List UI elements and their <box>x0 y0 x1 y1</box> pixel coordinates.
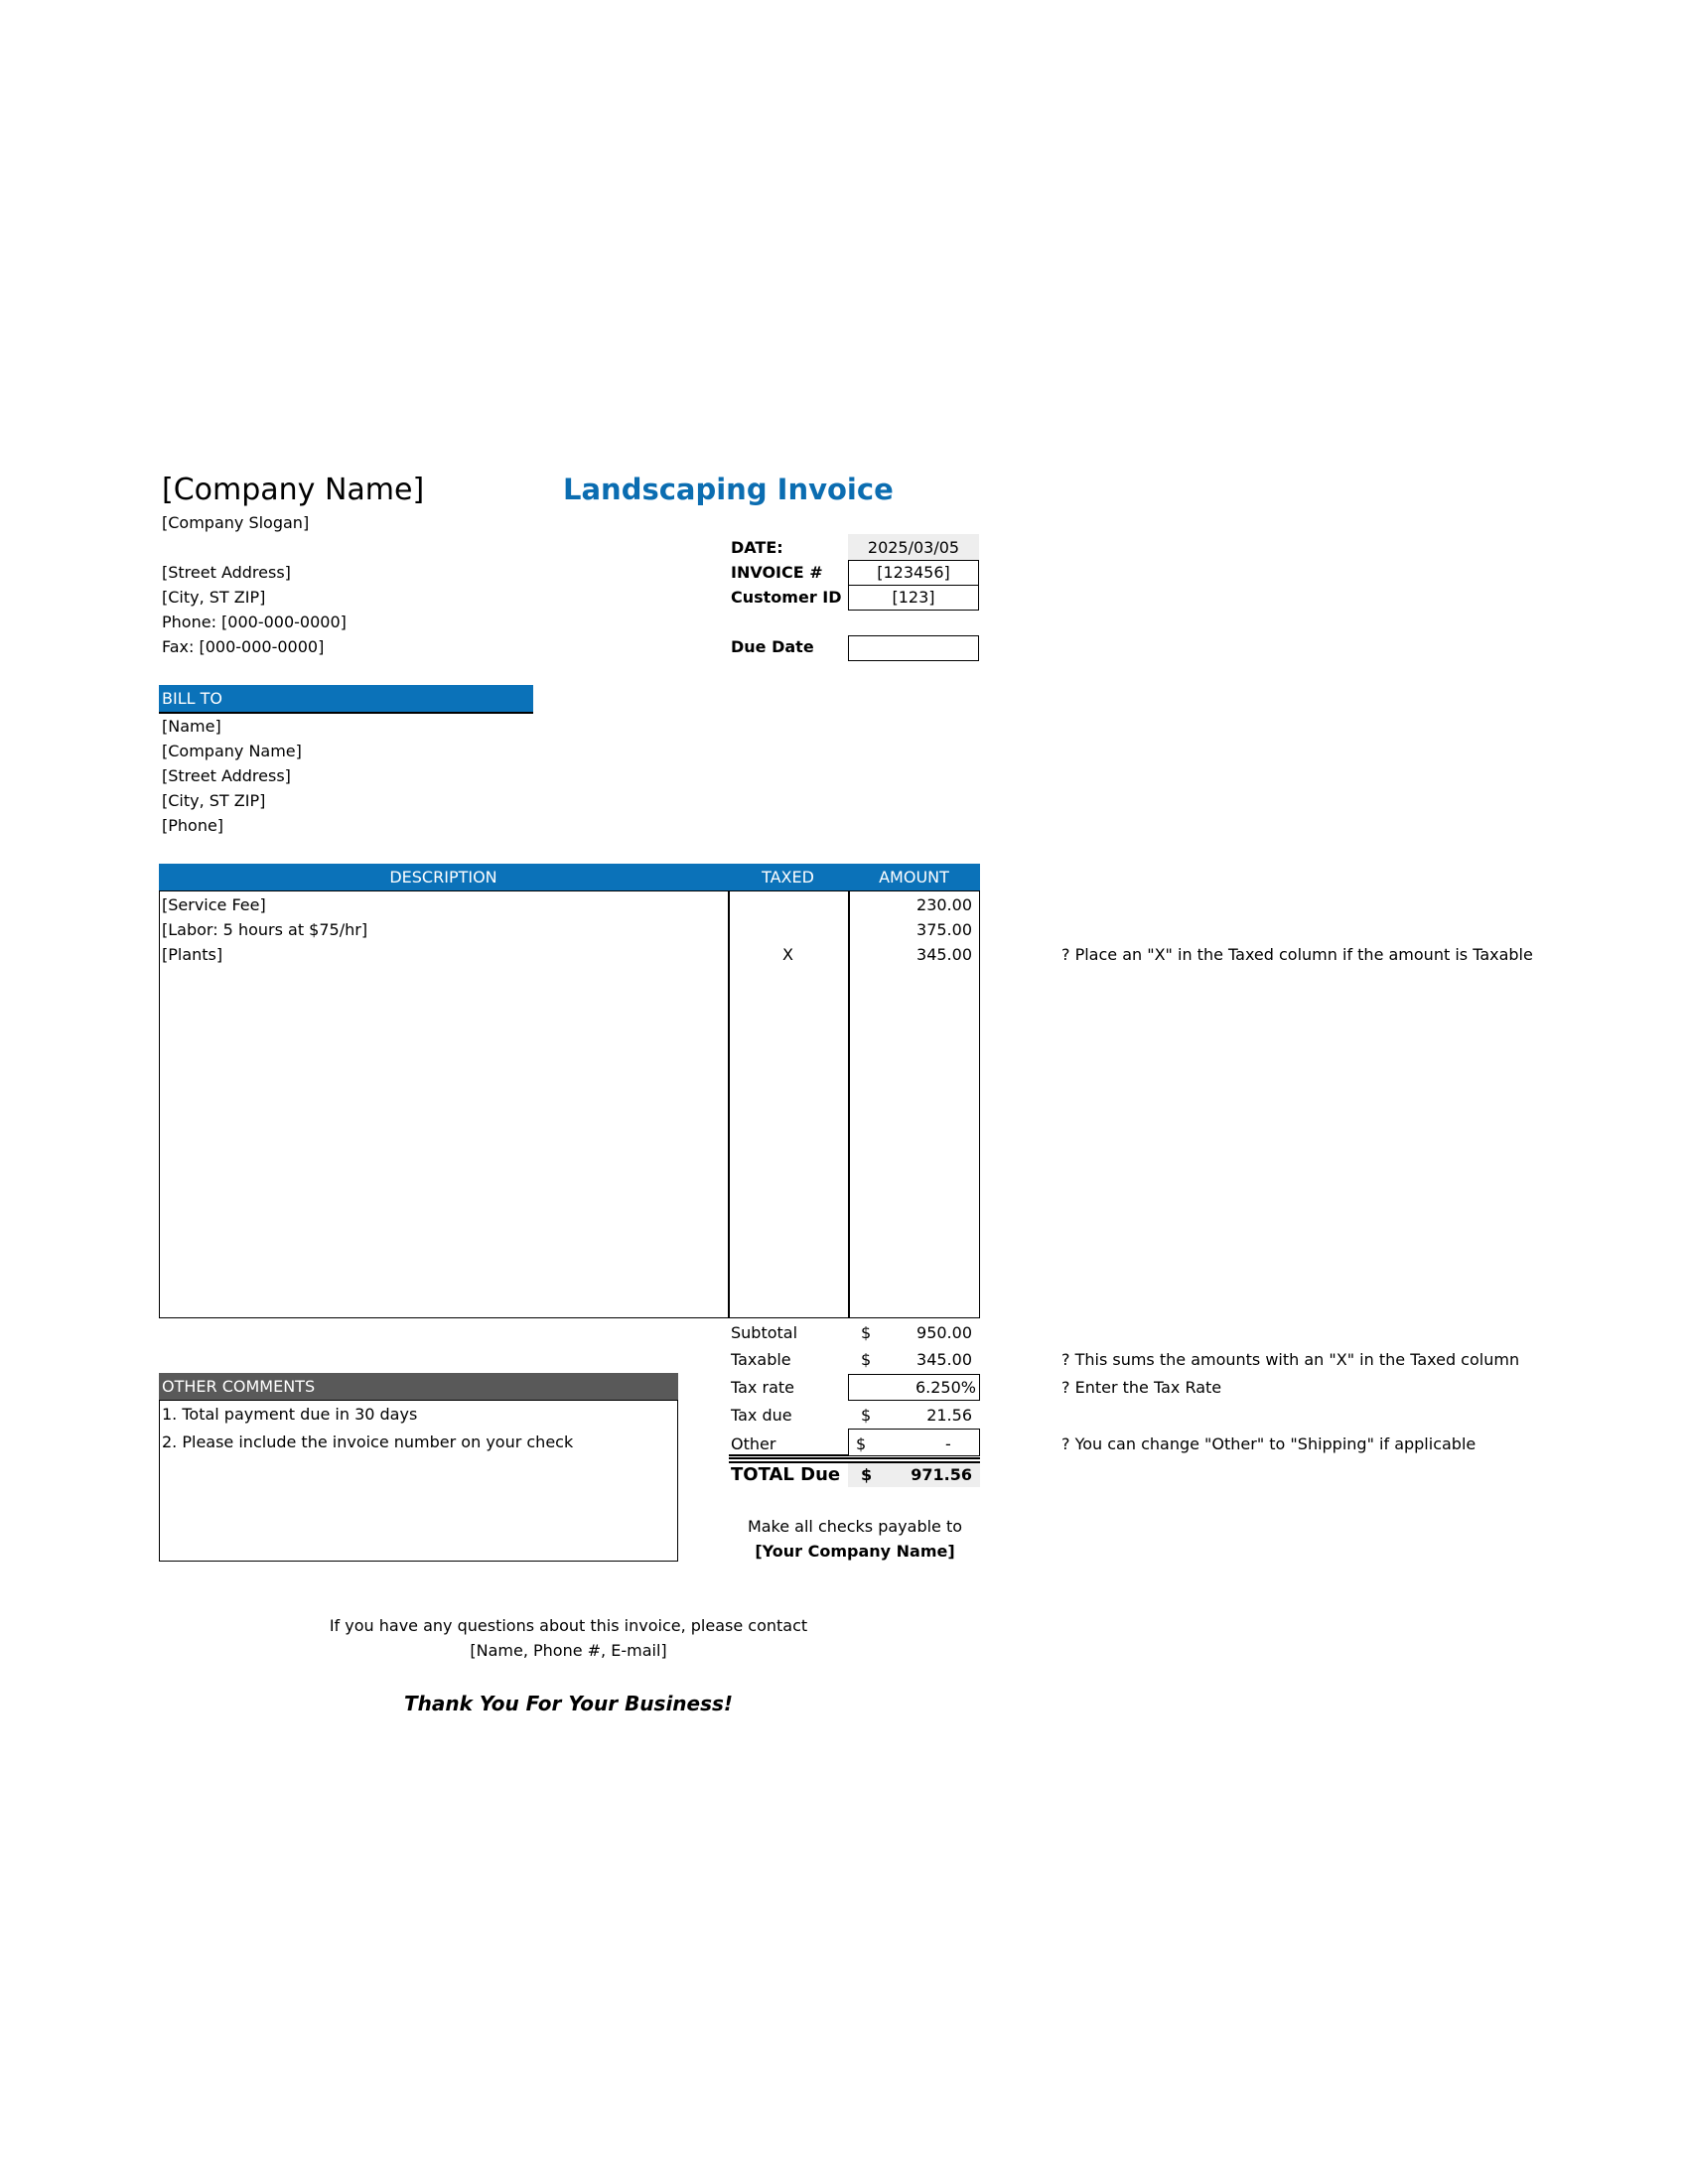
invoice-value: [123456] <box>877 563 950 582</box>
taxable-label: Taxable <box>731 1350 791 1369</box>
other-comments-header <box>159 1373 678 1400</box>
taxable-hint-note: ? This sums the amounts with an "X" in the Taxed column <box>1061 1350 1520 1369</box>
tax-due-value: 21.56 <box>926 1406 972 1425</box>
other-field[interactable] <box>848 1429 980 1456</box>
bill-to-street: [Street Address] <box>162 766 291 785</box>
date-label: DATE: <box>731 538 783 557</box>
bill-to-title: BILL TO <box>162 689 222 708</box>
invoice-label: INVOICE # <box>731 563 823 582</box>
table-header <box>159 864 980 890</box>
total-due-value: 971.56 <box>911 1465 972 1484</box>
subtotal-currency: $ <box>861 1323 872 1342</box>
bill-to-phone: [Phone] <box>162 816 224 835</box>
comment-line: 2. Please include the invoice number on your check <box>162 1433 574 1451</box>
taxed-header: TAXED <box>762 868 814 887</box>
customer-id-value: [123] <box>892 588 935 607</box>
payable-line: Make all checks payable to <box>747 1517 963 1536</box>
description-header: DESCRIPTION <box>389 868 497 887</box>
item-taxed[interactable]: X <box>782 945 793 964</box>
tax-rate-label: Tax rate <box>731 1378 794 1397</box>
item-description[interactable]: [Plants] <box>162 945 223 964</box>
company-fax: Fax: [000-000-0000] <box>162 637 325 656</box>
taxable-currency: $ <box>861 1350 872 1369</box>
comment-line: 1. Total payment due in 30 days <box>162 1405 418 1424</box>
other-currency: $ <box>856 1434 867 1453</box>
item-description[interactable]: [Service Fee] <box>162 895 266 914</box>
bill-to-company: [Company Name] <box>162 742 302 760</box>
due-date-label: Due Date <box>731 637 814 656</box>
other-comments-box[interactable] <box>159 1400 678 1562</box>
total-rule-top <box>729 1457 980 1459</box>
amount-header: AMOUNT <box>879 868 949 887</box>
bill-to-header <box>159 685 533 714</box>
company-street: [Street Address] <box>162 563 291 582</box>
total-due-currency: $ <box>861 1465 873 1484</box>
other-value: - <box>945 1434 951 1453</box>
tax-due-label: Tax due <box>731 1406 792 1425</box>
thank-you-message: Thank You For Your Business! <box>403 1692 734 1715</box>
taxed-hint-note: ? Place an "X" in the Taxed column if the amount is Taxable <box>1061 945 1533 964</box>
company-phone: Phone: [000-000-0000] <box>162 613 347 631</box>
contact-line: If you have any questions about this invoice, please contact <box>329 1616 808 1635</box>
customer-id-label: Customer ID <box>731 588 842 607</box>
item-amount[interactable]: 230.00 <box>916 895 972 914</box>
company-name: [Company Name] <box>162 473 425 507</box>
tax-rate-value: 6.250% <box>914 1378 976 1397</box>
date-value[interactable]: 2025/03/05 <box>867 538 960 557</box>
other-label[interactable]: Other <box>731 1434 776 1453</box>
item-description[interactable]: [Labor: 5 hours at $75/hr] <box>162 920 368 939</box>
contact-details: [Name, Phone #, E-mail] <box>470 1641 667 1660</box>
item-amount[interactable]: 375.00 <box>916 920 972 939</box>
other-label-underline <box>729 1454 848 1456</box>
bill-to-city: [City, ST ZIP] <box>162 791 266 810</box>
company-city: [City, ST ZIP] <box>162 588 266 607</box>
tax-due-currency: $ <box>861 1406 872 1425</box>
other-comments-title: OTHER COMMENTS <box>162 1377 316 1396</box>
subtotal-value: 950.00 <box>916 1323 972 1342</box>
payable-company: [Your Company Name] <box>755 1542 955 1561</box>
bill-to-name: [Name] <box>162 717 221 736</box>
tax-rate-hint-note: ? Enter the Tax Rate <box>1061 1378 1222 1397</box>
company-slogan: [Company Slogan] <box>162 513 310 532</box>
taxable-value: 345.00 <box>916 1350 972 1369</box>
invoice-title: Landscaping Invoice <box>563 473 894 506</box>
item-amount[interactable]: 345.00 <box>916 945 972 964</box>
due-date-field[interactable] <box>848 635 979 661</box>
total-due-label: TOTAL Due <box>731 1464 841 1485</box>
subtotal-label: Subtotal <box>731 1323 798 1342</box>
other-hint-note: ? You can change "Other" to "Shipping" if applicable <box>1061 1434 1477 1453</box>
